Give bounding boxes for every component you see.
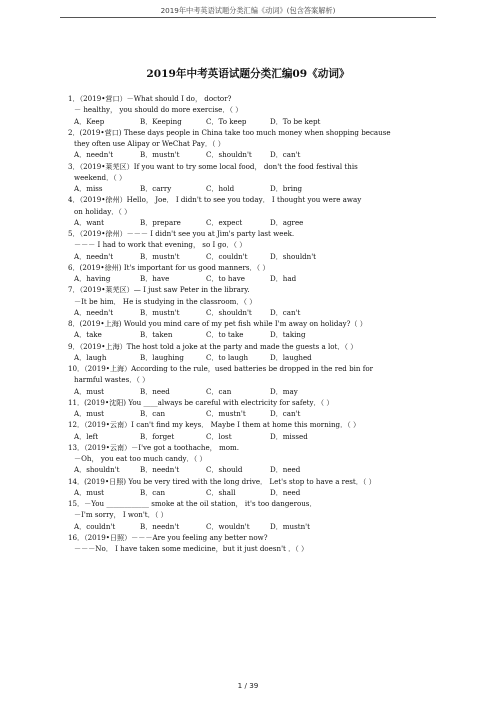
answer-option: A．laugh: [74, 352, 107, 362]
answer-option: A．must: [74, 409, 105, 418]
answer-options: [68, 408, 443, 419]
answer-options: [68, 251, 443, 262]
answer-option: B．mustn't: [140, 307, 180, 317]
answer-option: C．hold: [206, 184, 235, 193]
answer-options: [68, 116, 443, 127]
question-item: [68, 318, 443, 341]
question-stem: 9．（2019•上海）The host told a joke at the party and made the guests a lot．（ ）: [68, 341, 358, 351]
question-stem: 11．(2019•沈阳) You ____always be careful with electricity for safety．（ ）: [68, 397, 334, 407]
question-stem-continued: they often use Alipay or WeChat Pay．（ ）: [74, 139, 225, 148]
answer-options: [68, 217, 443, 228]
question-item: [68, 476, 443, 499]
answer-option: A．needn't: [74, 307, 114, 317]
question-stem: 6．(2019•徐州) It's important for us good manners．（ ）: [68, 262, 270, 272]
answer-options: [68, 487, 443, 498]
question-stem: 4．（2019•徐州）Hello， Joe． I didn't to see you today． I thought you were away: [68, 195, 362, 205]
question-stem-continued: on holiday．（ ）: [74, 206, 132, 216]
answer-option: D．may: [270, 386, 298, 396]
answer-option: B．can: [140, 487, 166, 497]
page-header: 2019年中考英语试题分类汇编《动词》(包含答案解析): [160, 6, 336, 15]
answer-option: A．having: [74, 274, 111, 283]
question-stem-continued: harmful wastes．（ ）: [74, 375, 150, 385]
question-stem: 12．（2019•云南）I can't find my keys． Maybe I them at home this morning．（ ）: [68, 420, 361, 430]
question-item: [68, 532, 443, 555]
answer-option: A．left: [74, 431, 99, 441]
answer-option: D．need: [270, 465, 301, 475]
answer-option: B．needn't: [140, 521, 180, 531]
answer-options: [68, 329, 443, 340]
answer-option: C．to take: [206, 330, 244, 340]
answer-option: A．couldn't: [74, 521, 116, 531]
question-stem: 16．（2019•日照）－－－Are you feeling any better now?: [68, 532, 268, 542]
question-stem: 15．－You ____________ smoke at the oil station， it's too dangerous．: [68, 499, 317, 508]
answer-option: D．To be kept: [270, 116, 321, 126]
answer-option: D．shouldn't: [270, 251, 317, 261]
answer-option: C．mustn't: [206, 409, 246, 418]
answer-option: D．missed: [270, 431, 308, 441]
question-stem: 1．（2019•营口）－What should I do， doctor?: [68, 94, 232, 103]
answer-option: C．should: [206, 465, 243, 475]
question-list: [68, 93, 443, 554]
answer-option: B．have: [140, 274, 170, 283]
answer-option: C．lost: [206, 431, 232, 441]
question-stem-continued: － healthy， you should do more exercise．（ ）: [74, 105, 243, 115]
question-item: [68, 419, 443, 442]
answer-option: B．can: [140, 409, 166, 418]
question-item: [68, 161, 443, 195]
question-item: [68, 397, 443, 420]
question-stem-continued: －I'm sorry， I won't．（ ）: [74, 510, 168, 520]
answer-option: C．can: [206, 386, 232, 396]
answer-option: D．need: [270, 487, 301, 497]
question-stem: 2．(2019•营口) These days people in China take too much money when shopping because: [68, 127, 391, 137]
answer-option: B．mustn't: [140, 251, 180, 261]
answer-option: A．must: [74, 386, 105, 396]
answer-option: D．can't: [270, 409, 301, 418]
answer-option: D．had: [270, 274, 297, 283]
answer-options: [68, 307, 443, 318]
question-item: [68, 363, 443, 397]
question-stem: 8．(2019•上海) Would you mind care of my pet fish while I'm away on holiday?（ ）: [68, 319, 367, 328]
question-stem: 10．（2019•上海）According to the rule，used batteries be dropped in the red bin for: [68, 364, 374, 373]
answer-option: A．miss: [74, 184, 103, 193]
answer-option: B．mustn't: [140, 150, 180, 160]
answer-options: [68, 431, 443, 442]
answer-option: C．couldn't: [206, 251, 248, 261]
answer-option: C．wouldn't: [206, 521, 250, 531]
answer-options: [68, 149, 443, 160]
answer-option: C．to laugh: [206, 352, 249, 362]
answer-option: A．want: [74, 217, 104, 227]
answer-options: [68, 386, 443, 397]
question-stem-continued: －－－ I had to work that evening， so I go．（ ）: [74, 240, 247, 250]
question-item: [68, 127, 443, 161]
answer-options: [68, 521, 443, 532]
question-stem: 5．（2019•徐州）－－－ I didn't see you at Jim's party last week.: [68, 229, 295, 238]
answer-option: B．forget: [140, 431, 175, 441]
answer-option: B．taken: [140, 330, 173, 340]
question-item: [68, 93, 443, 127]
question-stem-continued: －－－No． I have taken some medicine，but it just doesn't ．（ ）: [74, 544, 309, 553]
answer-option: D．mustn't: [270, 521, 310, 531]
answer-options: [68, 183, 443, 194]
answer-option: D．can't: [270, 307, 301, 317]
question-item: [68, 262, 443, 285]
answer-option: D．taking: [270, 330, 306, 340]
question-stem-continued: －It be him． He is studying in the classroom．（ ）: [74, 296, 257, 306]
answer-option: C．shouldn't: [206, 307, 252, 317]
header-rule: [60, 17, 436, 18]
answer-option: B．needn't: [140, 465, 180, 475]
question-item: [68, 442, 443, 476]
answer-option: A．needn't: [74, 150, 114, 160]
answer-option: B．Keeping: [140, 116, 182, 126]
question-item: [68, 228, 443, 262]
page-number: 1 / 39: [237, 681, 259, 690]
question-item: [68, 498, 443, 532]
answer-option: C．expect: [206, 217, 243, 227]
answer-option: A．take: [74, 330, 102, 340]
answer-option: C．To keep: [206, 116, 247, 126]
question-stem: 14．(2019•日照) You be very tired with the long drive． Let's stop to have a rest．（ ）: [68, 476, 376, 486]
question-stem: 3．（2019•莱芜区）If you want to try some local food， don't the food festival this: [68, 161, 358, 171]
answer-option: A．shouldn't: [74, 465, 120, 475]
question-stem-continued: －Oh， you eat too much candy．（ ）: [74, 454, 207, 463]
answer-option: B．prepare: [140, 217, 181, 227]
question-item: [68, 284, 443, 318]
answer-option: C．shall: [206, 487, 236, 497]
question-stem: 13．（2019•云南）－I've got a toothache， mom.: [68, 442, 239, 452]
answer-option: D．bring: [270, 184, 303, 193]
answer-option: B．laughing: [140, 352, 184, 362]
answer-option: B．need: [140, 386, 170, 396]
answer-options: [68, 273, 443, 284]
question-item: [68, 341, 443, 364]
answer-option: A．needn't: [74, 251, 114, 261]
answer-option: A．must: [74, 487, 105, 497]
question-item: [68, 194, 443, 228]
answer-option: D．laughed: [270, 352, 312, 362]
answer-options: [68, 352, 443, 363]
answer-options: [68, 464, 443, 475]
answer-option: C．shouldn't: [206, 150, 252, 160]
question-stem: 7．（2019•莱芜区）— I just saw Peter in the library.: [68, 285, 250, 295]
question-stem-continued: weekend．（ ）: [74, 172, 127, 182]
answer-option: D．agree: [270, 217, 304, 227]
answer-option: A．Keep: [74, 116, 105, 126]
document-title: 2019年中考英语试题分类汇编09《动词》: [146, 68, 350, 80]
answer-option: D．can't: [270, 150, 301, 160]
answer-option: C．to have: [206, 274, 245, 283]
answer-option: B．carry: [140, 184, 172, 193]
